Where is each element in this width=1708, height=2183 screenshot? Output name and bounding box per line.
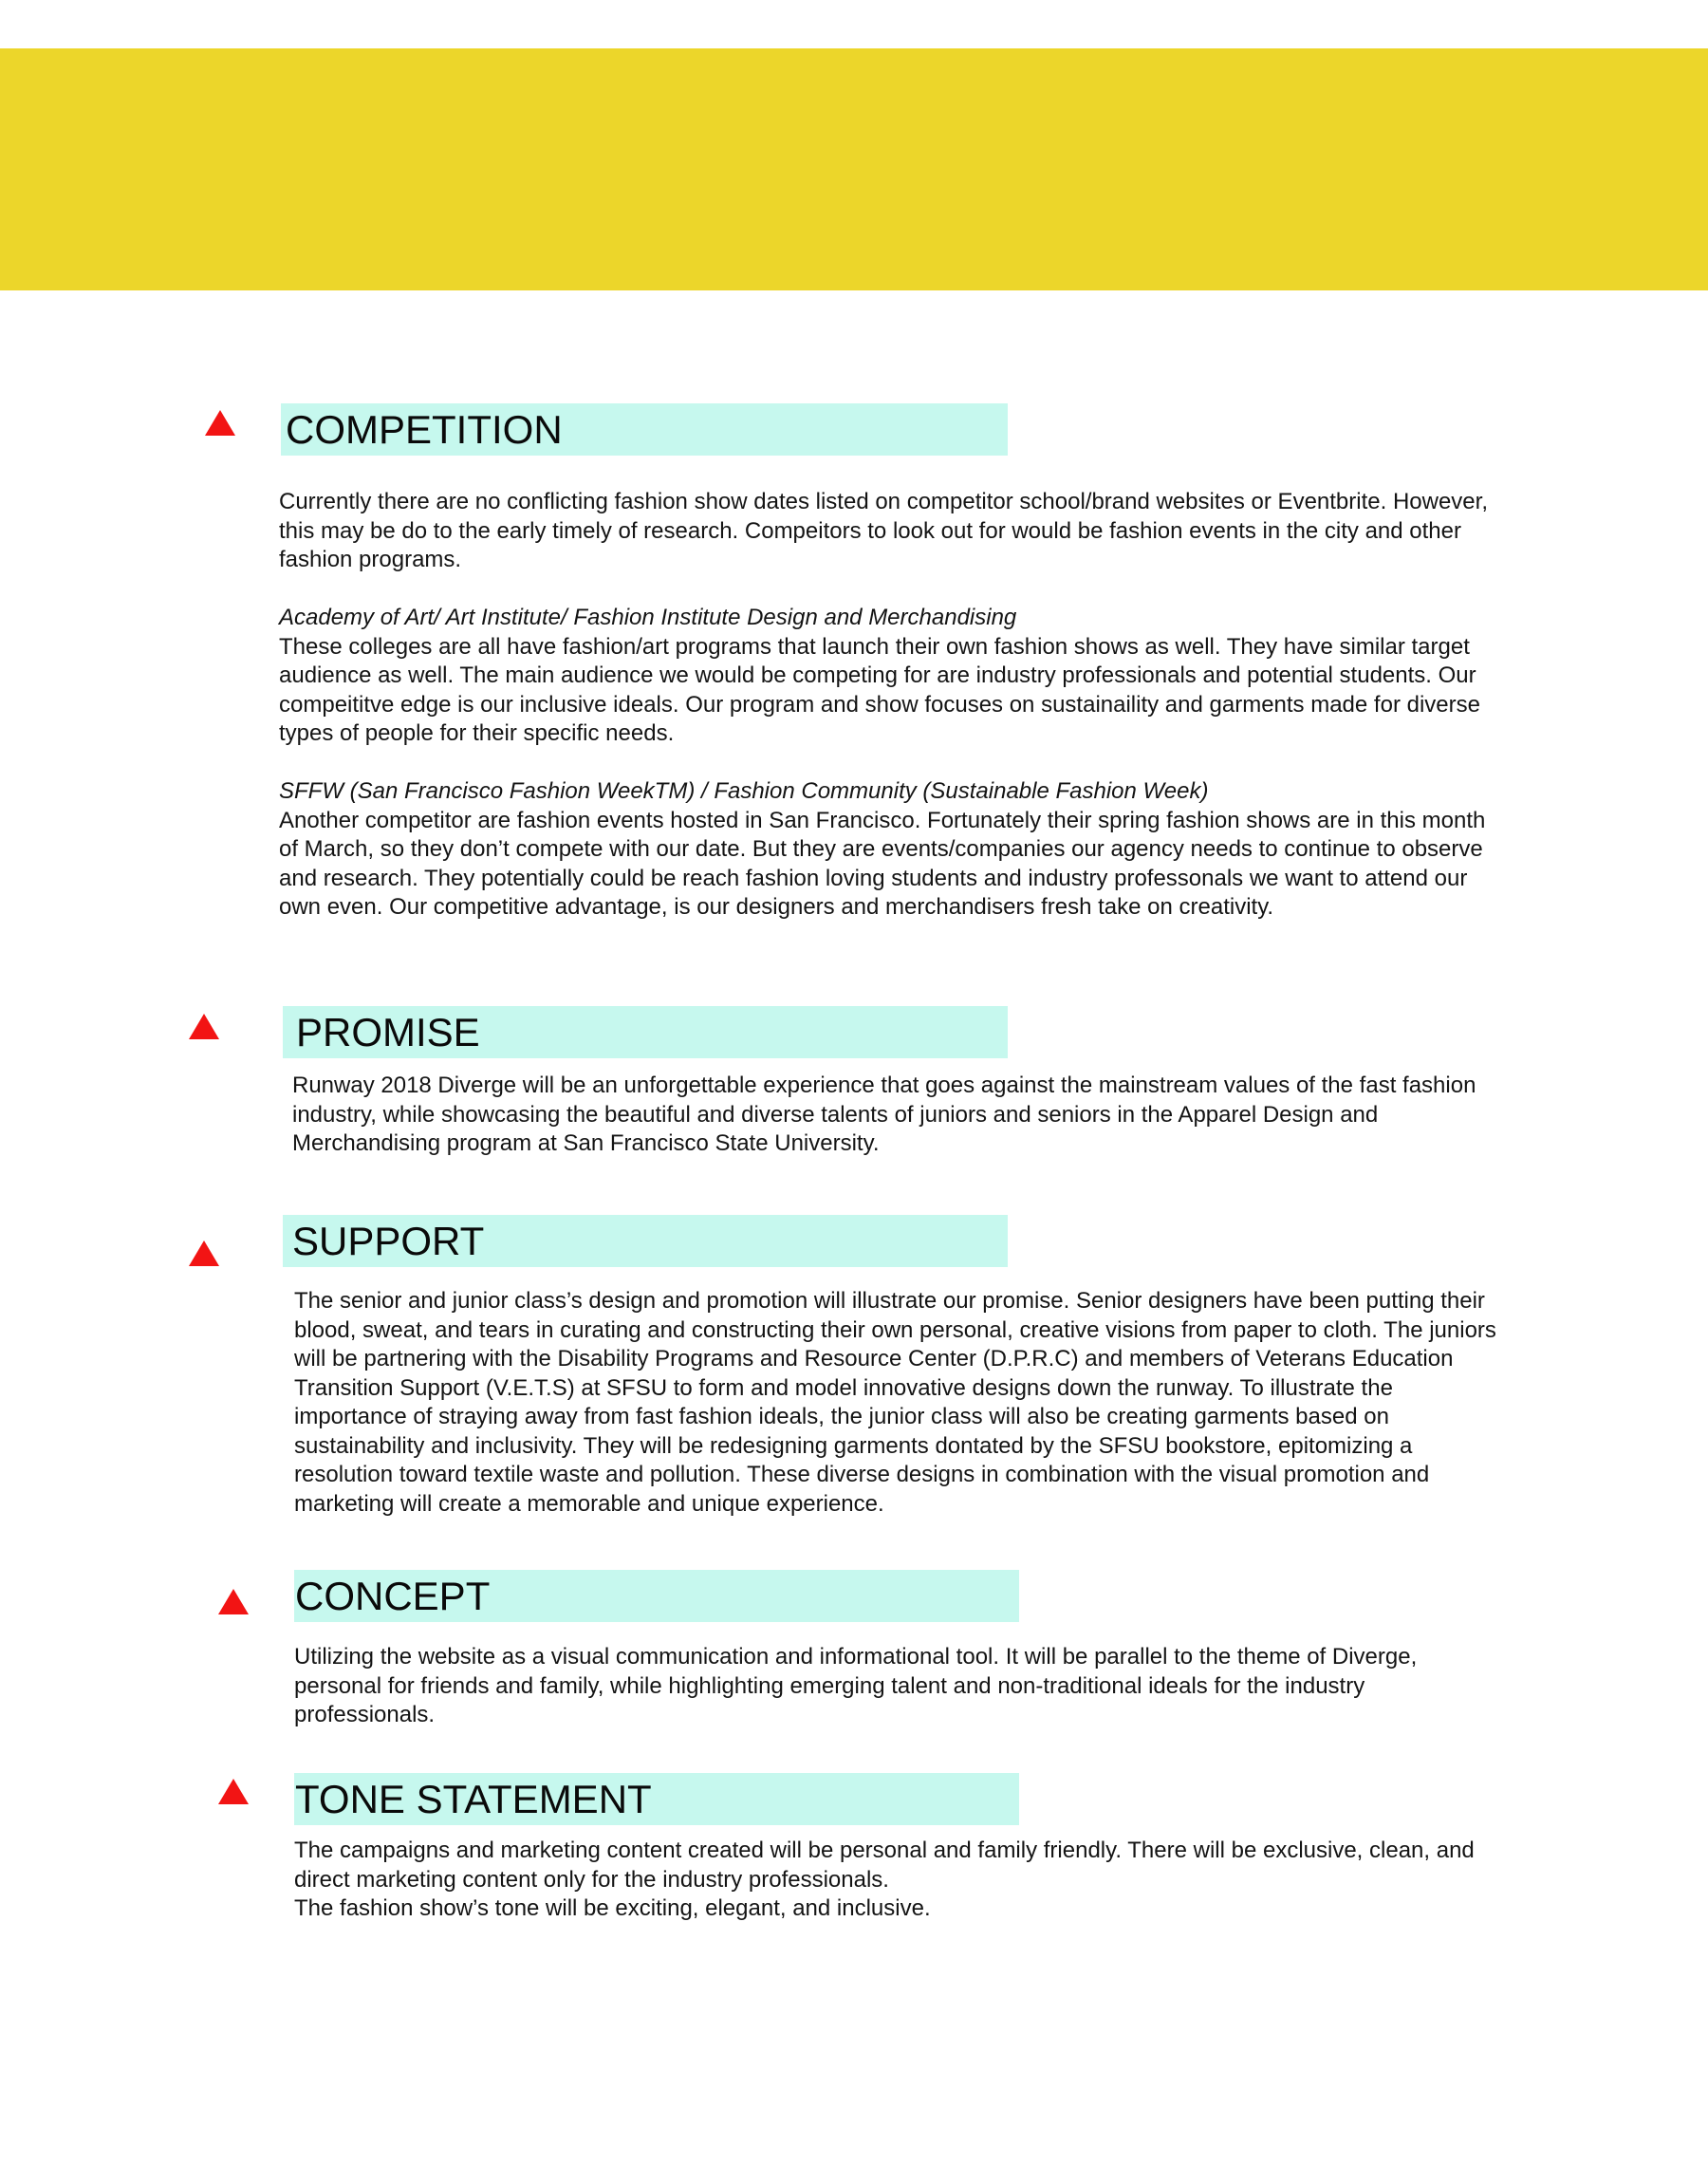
section-title: SUPPORT xyxy=(292,1219,485,1263)
concept-text: Utilizing the website as a visual communication and informational tool. It will be parallel to the theme of Diverge, personal for friends and family, while highlighting emerging talent and non-traditional ideals for the industry professionals. xyxy=(294,1644,1418,1727)
promise-text: Runway 2018 Diverge will be an unforgettable experience that goes against the mainstream values of the fast fashion industry, while showcasing the beautiful and diverse talents of juniors and seniors in the Apparel Design and Merchandising program at San Francisco State University. xyxy=(292,1073,1476,1156)
section-title: COMPETITION xyxy=(286,407,563,452)
section-body xyxy=(294,1837,1509,1924)
section-body xyxy=(292,1072,1507,1159)
tone-text: The campaigns and marketing content created will be personal and family friendly. There will be exclusive, clean, and direct marketing content only for the industry professionals. xyxy=(294,1838,1475,1893)
red-triangle-icon xyxy=(189,1014,219,1039)
section-title: CONCEPT xyxy=(295,1574,491,1618)
competitor-group xyxy=(279,604,1494,749)
competitor-name: SFFW (San Francisco Fashion WeekTM) / Fashion Community (Sustainable Fashion Week) xyxy=(279,778,1209,804)
section-title-bar xyxy=(283,1215,1008,1267)
red-triangle-icon xyxy=(218,1779,249,1804)
header-band xyxy=(0,48,1708,290)
red-triangle-icon xyxy=(189,1241,219,1266)
section-title-bar xyxy=(283,1006,1008,1058)
tone-text: The fashion show’s tone will be exciting, elegant, and inclusive. xyxy=(294,1895,931,1921)
red-triangle-icon xyxy=(218,1589,249,1614)
competition-intro: Currently there are no conflicting fashion show dates listed on competitor school/brand websites or Eventbrite. However, this may be do to the early timely of research. Compeitors to look out for would be fashion events in the city and other fashion programs. xyxy=(279,489,1488,572)
section-body xyxy=(294,1643,1509,1730)
competitor-description: Another competitor are fashion events hosted in San Francisco. Fortunately their spring fashion shows are in this month of March, so they don’t compete with our date. But they are events/companies our agency needs to continue to observe and research. They potentially could be reach fashion loving students and industry professonals we want to attend our own even. Our competitive advantage, is our designers and merchandisers fresh take on creativity. xyxy=(279,807,1486,920)
section-title-bar xyxy=(281,403,1008,456)
red-triangle-icon xyxy=(205,410,235,436)
support-text: The senior and junior class’s design and promotion will illustrate our promise. Senior designers have been putting their blood, sweat, and tears in curating and constructing their own personal, creative visions from paper to cloth. The juniors will be partnering with the Disability Programs and Resource Center (D.P.R.C) and members of Veterans Education Transition Support (V.E.T.S) at SFSU to form and model innovative designs down the runway. To illustrate the importance of straying away from fast fashion ideals, the junior class will also be creating garments based on sustainability and inclusivity. They will be redesigning garments dontated by the SFSU bookstore, epitomizing a resolution toward textile waste and pollution. These diverse designs in combination with the visual promotion and marketing will create a memorable and unique experience. xyxy=(294,1288,1496,1517)
section-title-bar xyxy=(294,1773,1019,1825)
section-title: PROMISE xyxy=(296,1010,480,1054)
section-title-bar xyxy=(294,1570,1019,1622)
section-body xyxy=(294,1287,1509,1519)
section-body xyxy=(279,488,1494,923)
competitor-group xyxy=(279,777,1494,923)
competitor-name: Academy of Art/ Art Institute/ Fashion Institute Design and Merchandising xyxy=(279,605,1017,630)
competitor-description: These colleges are all have fashion/art programs that launch their own fashion shows as well. They have similar target audience as well. The main audience we would be competing for are industry professionals and potential students. Our compeititve edge is our inclusive ideals. Our program and show focuses on sustainaility and garments made for diverse types of people for their specific needs. xyxy=(279,633,1480,746)
section-title: TONE STATEMENT xyxy=(295,1777,652,1821)
